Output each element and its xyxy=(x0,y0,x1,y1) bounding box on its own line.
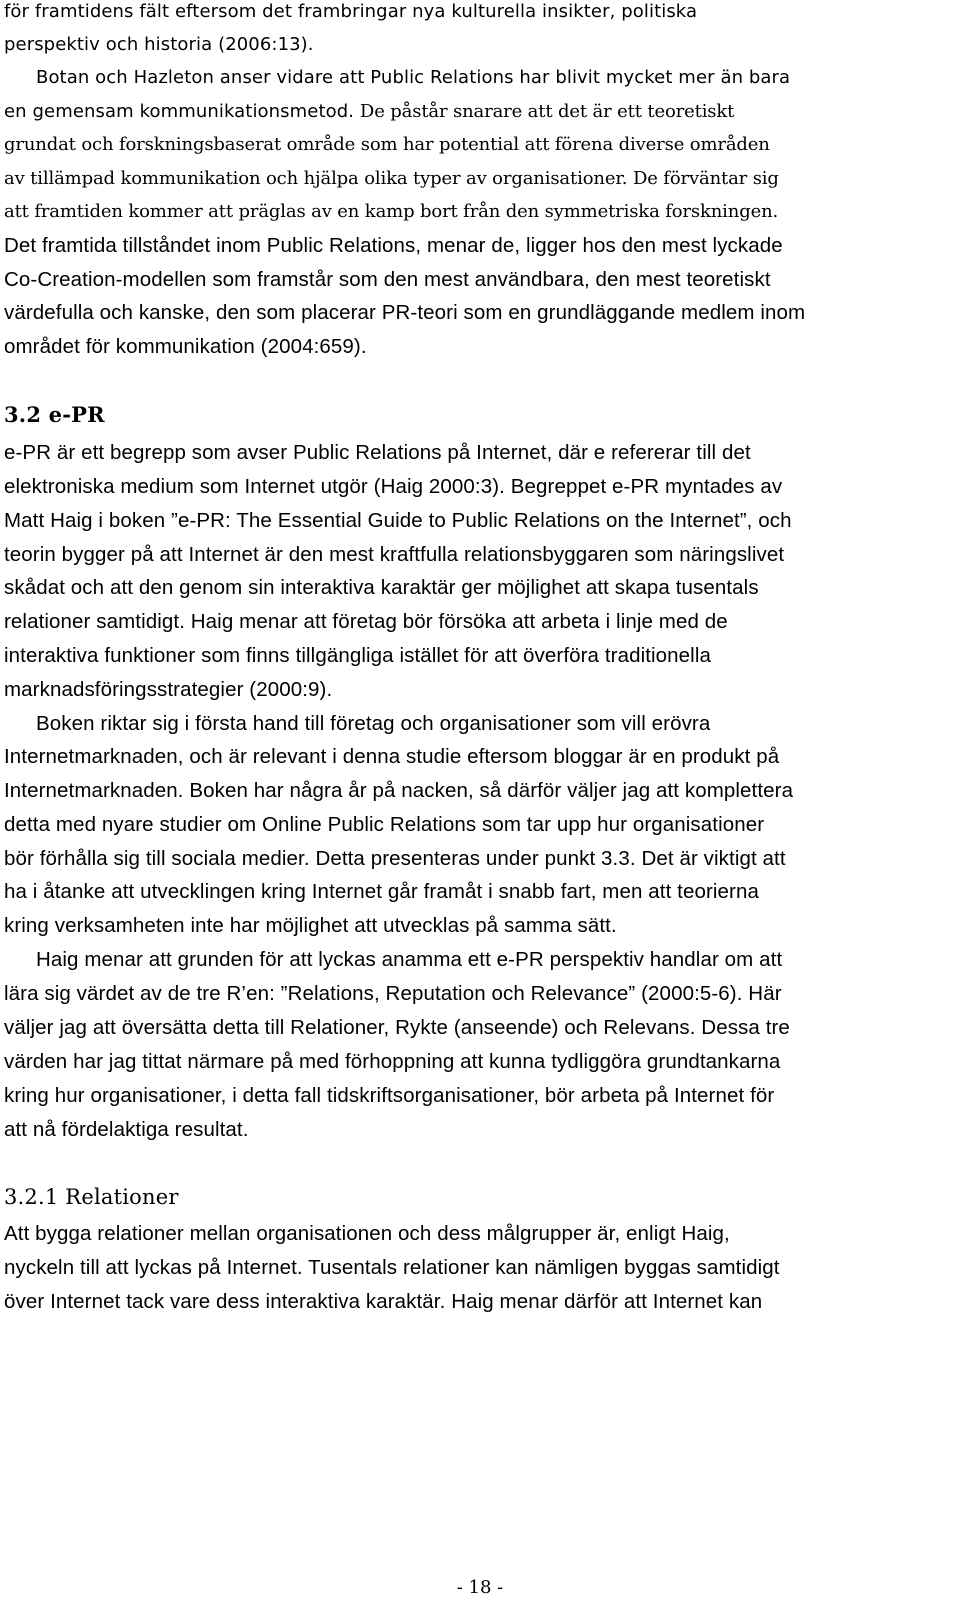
text-line: över Internet tack vare dess interaktiva karaktär. Haig menar därför att Internet kan xyxy=(4,1290,763,1313)
section-heading: 3.2 e-PR xyxy=(4,402,105,427)
text-line xyxy=(4,167,779,191)
text-segment: av tillämpad kommunikation och hjälpa olika typer av organisationer. xyxy=(4,168,628,189)
text-line: kring verksamheten inte har möjlighet att utvecklas på samma sätt. xyxy=(4,914,617,937)
text-line xyxy=(4,100,734,124)
text-line: grundat och forskningsbaserat område som har potential att förena diverse områden xyxy=(4,134,770,155)
text-line: perspektiv och historia (2006:13). xyxy=(4,34,314,55)
text-line: relationer samtidigt. Haig menar att företag bör försöka att arbeta i linje med de xyxy=(4,610,728,633)
text-line: Att bygga relationer mellan organisationen och dess målgrupper är, enligt Haig, xyxy=(4,1222,730,1245)
text-line: skådat och att den genom sin interaktiva karaktär ger möjlighet att skapa tusentals xyxy=(4,576,759,599)
text-line: värdefulla och kanske, den som placerar PR-teori som en grundläggande medlem inom xyxy=(4,301,806,324)
text-line: värden har jag tittat närmare på med förhoppning att kunna tydliggöra grundtankarna xyxy=(4,1050,781,1073)
text-line: kring hur organisationer, i detta fall tidskriftsorganisationer, bör arbeta på Internet för xyxy=(4,1084,775,1107)
text-line: Botan och Hazleton anser vidare att Public Relations har blivit mycket mer än bara xyxy=(36,67,791,88)
text-line: för framtidens fält eftersom det frambringar nya kulturella insikter, politiska xyxy=(4,1,698,22)
text-line: Haig menar att grunden för att lyckas anamma ett e-PR perspektiv handlar om att xyxy=(36,948,783,971)
text-line: nyckeln till att lyckas på Internet. Tusentals relationer kan nämligen byggas samtidigt xyxy=(4,1256,780,1279)
text-segment: en gemensam kommunikationsmetod. xyxy=(4,101,355,122)
text-line: Internetmarknaden. Boken har några år på nacken, så därför väljer jag att komplettera xyxy=(4,779,794,802)
text-line: lära sig värdet av de tre R’en: ”Relations, Reputation och Relevance” (2000:5-6). Här xyxy=(4,982,782,1005)
subsection-heading: 3.2.1 Relationer xyxy=(4,1185,179,1209)
text-line: att nå fördelaktiga resultat. xyxy=(4,1118,249,1141)
text-line: marknadsföringsstrategier (2000:9). xyxy=(4,678,333,701)
text-line: ha i åtanke att utvecklingen kring Internet går framåt i snabb fart, men att teorierna xyxy=(4,880,759,903)
text-line: att framtiden kommer att präglas av en kamp bort från den symmetriska forskningen. xyxy=(4,201,779,222)
text-line: interaktiva funktioner som finns tillgängliga istället för att överföra traditionella xyxy=(4,644,711,667)
page-number: - 18 - xyxy=(456,1577,504,1598)
text-segment: De förväntar sig xyxy=(632,168,779,189)
text-line: detta med nyare studier om Online Public Relations som tar upp hur organisationer xyxy=(4,813,765,836)
text-line: området för kommunikation (2004:659). xyxy=(4,335,367,358)
text-line: Det framtida tillståndet inom Public Relations, menar de, ligger hos den mest lyckade xyxy=(4,234,783,257)
text-line: elektroniska medium som Internet utgör (Haig 2000:3). Begreppet e-PR myntades av xyxy=(4,475,783,498)
text-line: Internetmarknaden, och är relevant i denna studie eftersom bloggar är en produkt på xyxy=(4,745,780,768)
text-line: Co-Creation-modellen som framstår som den mest användbara, den mest teoretiskt xyxy=(4,268,771,291)
text-line: Boken riktar sig i första hand till företag och organisationer som vill erövra xyxy=(36,712,711,735)
text-line: Matt Haig i boken ”e-PR: The Essential Guide to Public Relations on the Internet”, och xyxy=(4,509,792,532)
text-line: bör förhålla sig till sociala medier. Detta presenteras under punkt 3.3. Det är viktigt att xyxy=(4,847,786,870)
text-line: e-PR är ett begrepp som avser Public Relations på Internet, där e refererar till det xyxy=(4,441,751,464)
text-segment: De påstår snarare att det är ett teoretiskt xyxy=(359,101,735,122)
text-line: väljer jag att översätta detta till Relationer, Rykte (anseende) och Relevans. Dessa tre xyxy=(4,1016,790,1039)
text-line: teorin bygger på att Internet är den mest kraftfulla relationsbyggaren som näringslivet xyxy=(4,543,785,566)
